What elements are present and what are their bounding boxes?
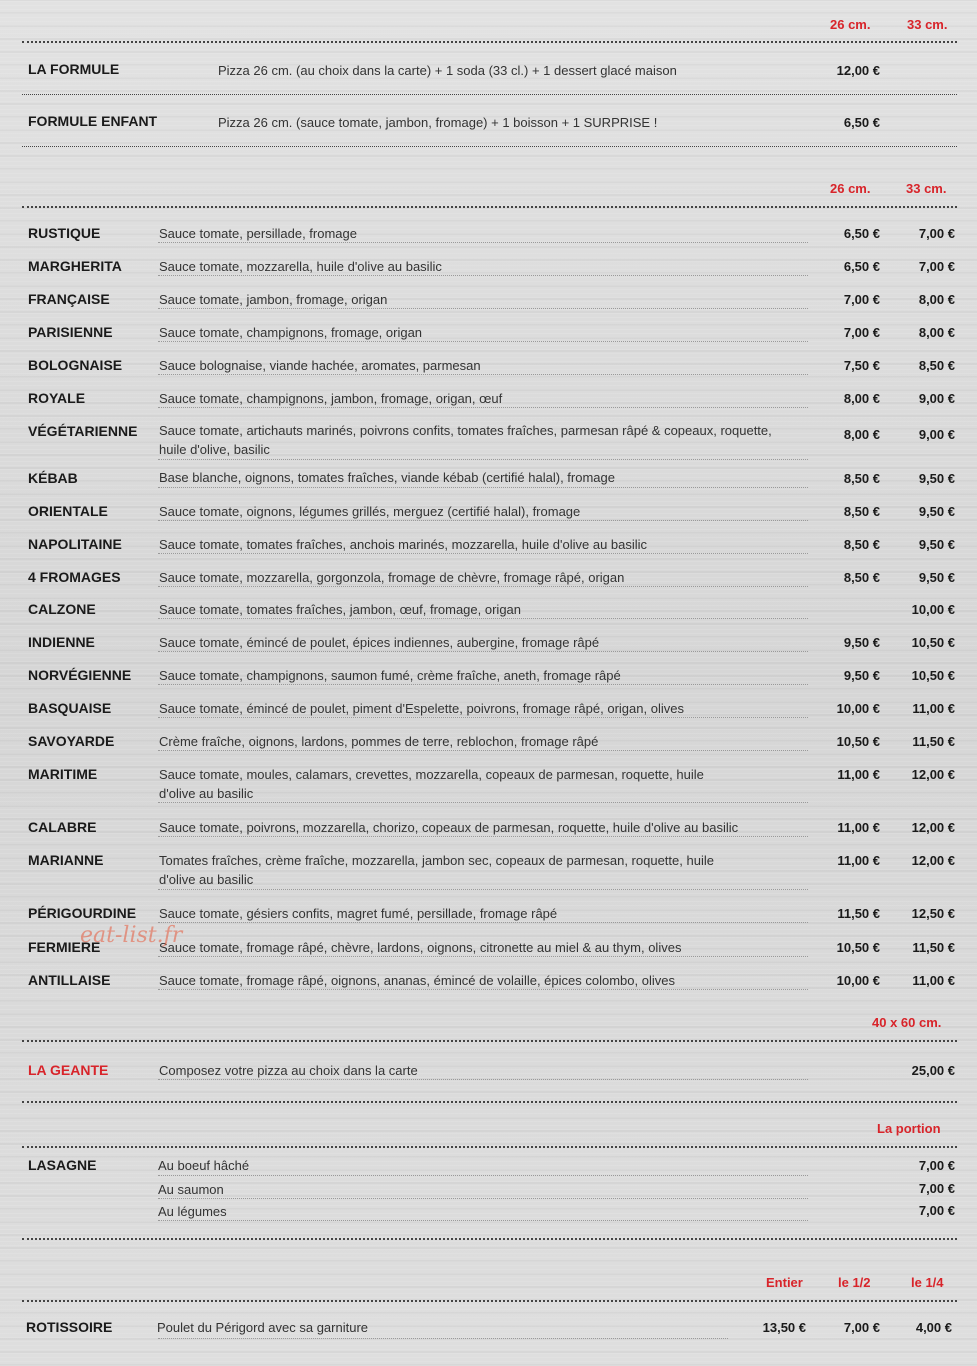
pizza-price-33: 8,00 €	[918, 325, 955, 340]
pizza-price-33: 8,00 €	[918, 292, 955, 307]
lasagne-price: 7,00 €	[918, 1181, 955, 1196]
dotted-leader	[158, 989, 808, 990]
dotted-leader	[158, 242, 808, 243]
pizza-price-33: 12,00 €	[911, 820, 955, 835]
pizza-price-26: 9,50 €	[843, 635, 880, 650]
dotted-leader	[158, 1175, 808, 1176]
pizza-description: Sauce tomate, champignons, fromage, origan	[159, 325, 423, 340]
pizza-name: ROYALE	[28, 390, 86, 406]
pizza-price-33: 9,50 €	[918, 471, 955, 486]
pizzas-header-33: 33 cm.	[906, 181, 947, 196]
geante-size-header: 40 x 60 cm.	[872, 1015, 942, 1030]
dotted-leader	[158, 618, 808, 619]
dotted-leader	[158, 956, 808, 957]
dotted-leader	[158, 1079, 808, 1080]
item-price: 6,50 €	[843, 115, 880, 130]
pizza-description: Crème fraîche, oignons, lardons, pommes de terre, reblochon, fromage râpé	[159, 734, 599, 749]
pizza-description: Sauce tomate, poivrons, mozzarella, chorizo, copeaux de parmesan, roquette, huile d'olive au basilic	[159, 820, 739, 835]
pizza-price-26: 10,50 €	[836, 940, 880, 955]
pizza-price-33: 9,50 €	[918, 537, 955, 552]
rotissoire-description: Poulet du Périgord avec sa garniture	[157, 1320, 369, 1335]
item-description: Pizza 26 cm. (sauce tomate, jambon, fromage) + 1 boisson + 1 SURPRISE !	[218, 115, 658, 130]
pizza-price-33: 10,00 €	[911, 602, 955, 617]
pizza-description: Sauce tomate, gésiers confits, magret fumé, persillade, fromage râpé	[159, 906, 558, 921]
pizza-name: MARITIME	[28, 766, 98, 782]
pizza-description: Sauce tomate, émincé de poulet, piment d'Espelette, poivrons, fromage râpé, origan, olives	[159, 701, 684, 716]
dotted-leader	[158, 1198, 808, 1199]
pizza-name: FRANÇAISE	[28, 291, 110, 307]
pizza-name: MARIANNE	[28, 852, 104, 868]
dotted-leader	[158, 459, 808, 460]
dotted-leader	[158, 487, 808, 488]
rotissoire-price-quarter: 4,00 €	[915, 1320, 952, 1335]
section-separator	[22, 1146, 957, 1148]
pizza-price-33: 9,50 €	[918, 504, 955, 519]
pizza-name: PÉRIGOURDINE	[28, 905, 137, 921]
pizza-description: Sauce tomate, émincé de poulet, épices indiennes, aubergine, fromage râpé	[159, 635, 600, 650]
dotted-leader	[158, 520, 808, 521]
pizza-description: Sauce tomate, moules, calamars, crevettes, mozzarella, copeaux de parmesan, roquette, huile d'olive au basilic	[159, 767, 704, 801]
pizza-price-26: 8,00 €	[843, 391, 880, 406]
rotissoire-header-half: le 1/2	[838, 1275, 871, 1290]
pizza-price-26: 11,00 €	[837, 767, 880, 782]
section-separator	[22, 206, 957, 208]
dotted-leader	[158, 802, 808, 803]
pizza-price-26: 8,50 €	[843, 504, 880, 519]
pizza-name: CALABRE	[28, 819, 97, 835]
dotted-leader	[158, 341, 808, 342]
pizza-price-26: 6,50 €	[843, 226, 880, 241]
pizza-price-26: 7,00 €	[843, 292, 880, 307]
pizza-price-33: 9,00 €	[918, 391, 955, 406]
pizza-name: NAPOLITAINE	[28, 536, 122, 552]
pizza-name: INDIENNE	[28, 634, 95, 650]
pizza-description: Tomates fraîches, crème fraîche, mozzarella, jambon sec, copeaux de parmesan, roquette, huile d'olive au basilic	[159, 853, 714, 887]
rotissoire-header-quarter: le 1/4	[911, 1275, 944, 1290]
dotted-leader	[158, 1338, 728, 1339]
row-separator	[22, 146, 957, 147]
dotted-leader	[158, 922, 808, 923]
dotted-leader	[158, 717, 808, 718]
lasagne-variant: Au boeuf hâché	[158, 1158, 250, 1173]
section-separator	[22, 1238, 957, 1240]
pizza-name: SAVOYARDE	[28, 733, 115, 749]
pizza-name: NORVÉGIENNE	[28, 667, 132, 683]
pizza-name: MARGHERITA	[28, 258, 122, 274]
pizza-price-33: 9,50 €	[918, 570, 955, 585]
pizza-price-33: 12,00 €	[911, 767, 955, 782]
pizza-price-33: 11,00 €	[912, 701, 955, 716]
geante-price: 25,00 €	[911, 1063, 955, 1078]
dotted-leader	[158, 684, 808, 685]
pizza-price-26: 10,50 €	[836, 734, 880, 749]
dotted-leader	[158, 275, 808, 276]
formules-header-33: 33 cm.	[907, 17, 948, 32]
geante-name: LA GEANTE	[28, 1062, 109, 1078]
pizza-price-26: 8,50 €	[843, 570, 880, 585]
pizza-price-26: 10,00 €	[836, 973, 880, 988]
pizzas-header-26: 26 cm.	[830, 181, 871, 196]
pizza-name: BASQUAISE	[28, 700, 112, 716]
pizza-price-33: 11,50 €	[912, 940, 955, 955]
pizza-price-33: 10,50 €	[911, 668, 955, 683]
pizza-description: Sauce tomate, oignons, légumes grillés, merguez (certifié halal), fromage	[159, 504, 581, 519]
pizza-price-26: 8,50 €	[843, 537, 880, 552]
dotted-leader	[158, 586, 808, 587]
section-separator	[22, 1300, 957, 1302]
pizza-name: KÉBAB	[28, 470, 78, 486]
pizza-name: BOLOGNAISE	[28, 357, 123, 373]
pizza-price-26: 9,50 €	[843, 668, 880, 683]
lasagne-price: 7,00 €	[918, 1203, 955, 1218]
pizza-description: Sauce tomate, artichauts marinés, poivrons confits, tomates fraîches, parmesan râpé & copeaux, roquette, huile d'olive, basilic	[159, 423, 772, 457]
rotissoire-header-entier: Entier	[766, 1275, 803, 1290]
dotted-leader	[158, 308, 808, 309]
rotissoire-name: ROTISSOIRE	[26, 1319, 113, 1335]
dotted-leader	[158, 651, 808, 652]
pizza-price-33: 9,00 €	[918, 427, 955, 442]
pizza-price-26: 11,00 €	[837, 853, 880, 868]
rotissoire-price-entier: 13,50 €	[762, 1320, 806, 1335]
pizza-description: Sauce tomate, tomates fraîches, jambon, œuf, fromage, origan	[159, 602, 522, 617]
item-name: FORMULE ENFANT	[28, 113, 158, 129]
pizza-description: Sauce tomate, persillade, fromage	[159, 226, 357, 241]
watermark: eat-list.fr	[80, 923, 183, 948]
section-separator	[22, 1040, 957, 1042]
pizza-price-33: 11,50 €	[912, 734, 955, 749]
dotted-leader	[158, 374, 808, 375]
pizza-description: Sauce tomate, jambon, fromage, origan	[159, 292, 388, 307]
pizza-name: VÉGÉTARIENNE	[28, 423, 138, 439]
pizza-price-26: 8,00 €	[843, 427, 880, 442]
pizza-name: ANTILLAISE	[28, 972, 111, 988]
lasagne-variant: Au légumes	[158, 1204, 227, 1219]
item-description: Pizza 26 cm. (au choix dans la carte) + 1 soda (33 cl.) + 1 dessert glacé maison	[218, 63, 677, 78]
section-separator	[22, 41, 957, 43]
pizza-name: PARISIENNE	[28, 324, 113, 340]
lasagne-name: LASAGNE	[28, 1157, 97, 1173]
pizza-price-26: 8,50 €	[843, 471, 880, 486]
pizza-price-33: 10,50 €	[911, 635, 955, 650]
pizza-price-33: 7,00 €	[918, 226, 955, 241]
dotted-leader	[158, 836, 808, 837]
pizza-price-33: 7,00 €	[918, 259, 955, 274]
formules-header-26: 26 cm.	[830, 17, 871, 32]
pizza-price-33: 12,00 €	[911, 853, 955, 868]
pizza-description: Sauce tomate, tomates fraîches, anchois marinés, mozzarella, huile d'olive au basilic	[159, 537, 648, 552]
geante-description: Composez votre pizza au choix dans la carte	[159, 1063, 418, 1078]
dotted-leader	[158, 889, 808, 890]
section-separator	[22, 1101, 957, 1103]
pizza-name: CALZONE	[28, 601, 96, 617]
lasagne-portion-header: La portion	[877, 1121, 941, 1136]
pizza-price-26: 7,50 €	[843, 358, 880, 373]
pizza-description: Sauce tomate, mozzarella, huile d'olive au basilic	[159, 259, 442, 274]
item-price: 12,00 €	[836, 63, 880, 78]
pizza-name: ORIENTALE	[28, 503, 108, 519]
rotissoire-price-half: 7,00 €	[843, 1320, 880, 1335]
dotted-leader	[158, 553, 808, 554]
pizza-price-26: 7,00 €	[843, 325, 880, 340]
pizza-price-33: 11,00 €	[912, 973, 955, 988]
row-separator	[22, 94, 957, 95]
lasagne-variant: Au saumon	[158, 1182, 224, 1197]
lasagne-price: 7,00 €	[918, 1158, 955, 1173]
pizza-price-26: 11,50 €	[837, 906, 880, 921]
pizza-description: Sauce tomate, fromage râpé, chèvre, lardons, oignons, citronette au miel & au thym, olives	[159, 940, 682, 955]
pizza-price-26: 6,50 €	[843, 259, 880, 274]
pizza-price-26: 10,00 €	[836, 701, 880, 716]
pizza-description: Sauce tomate, mozzarella, gorgonzola, fromage de chèvre, fromage râpé, origan	[159, 570, 625, 585]
pizza-name: RUSTIQUE	[28, 225, 101, 241]
pizza-price-33: 12,50 €	[911, 906, 955, 921]
pizza-name: FERMIERE	[28, 939, 101, 955]
pizza-price-33: 8,50 €	[918, 358, 955, 373]
dotted-leader	[158, 750, 808, 751]
pizza-price-26: 11,00 €	[837, 820, 880, 835]
pizza-description: Sauce bolognaise, viande hachée, aromates, parmesan	[159, 358, 481, 373]
pizza-name: 4 FROMAGES	[28, 569, 121, 585]
pizza-description: Base blanche, oignons, tomates fraîches, viande kébab (certifié halal), fromage	[159, 470, 615, 485]
pizza-description: Sauce tomate, champignons, jambon, fromage, origan, œuf	[159, 391, 503, 406]
dotted-leader	[158, 1220, 808, 1221]
pizza-description: Sauce tomate, champignons, saumon fumé, crème fraîche, aneth, fromage râpé	[159, 668, 621, 683]
dotted-leader	[158, 407, 808, 408]
pizza-description: Sauce tomate, fromage râpé, oignons, ananas, émincé de volaille, épices colombo, olives	[159, 973, 675, 988]
item-name: LA FORMULE	[28, 61, 120, 77]
